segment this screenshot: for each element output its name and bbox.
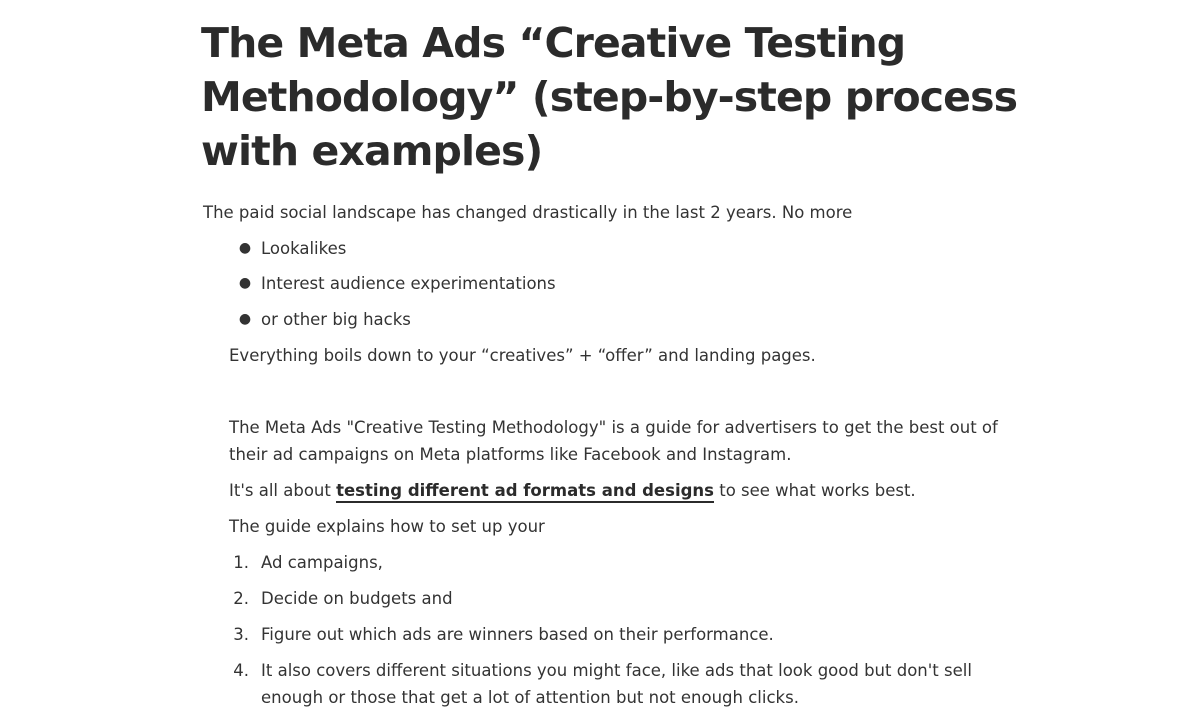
step-text-line-2: enough or those that get a lot of attention but not enough clicks. bbox=[261, 688, 799, 707]
step-number: 2. bbox=[233, 589, 249, 608]
step-text: Figure out which ads are winners based on their performance. bbox=[261, 625, 774, 644]
testing-suffix: to see what works best. bbox=[713, 481, 916, 500]
step-number: 3. bbox=[233, 625, 249, 644]
bullet-icon: ● bbox=[238, 311, 252, 327]
guide-paragraph-line-1: The Meta Ads "Creative Testing Methodology" is a guide for advertisers to get the best out of bbox=[229, 418, 998, 437]
intro-paragraph: The paid social landscape has changed drastically in the last 2 years. No more bbox=[203, 203, 853, 222]
step-text: Ad campaigns, bbox=[261, 553, 383, 572]
step-number: 4. bbox=[233, 661, 249, 680]
bullet-text: or other big hacks bbox=[261, 310, 411, 329]
bullet-text: Lookalikes bbox=[261, 239, 347, 258]
testing-paragraph bbox=[229, 477, 916, 504]
summary-paragraph: Everything boils down to your “creatives” + “offer” and landing pages. bbox=[229, 346, 816, 365]
testing-formats-link[interactable]: testing different ad formats and designs bbox=[336, 481, 714, 503]
step-text-line-1: It also covers different situations you might face, like ads that look good but don't sell bbox=[261, 661, 972, 680]
testing-prefix: It's all about bbox=[229, 481, 337, 500]
bullet-text: Interest audience experimentations bbox=[261, 274, 556, 293]
step-text: Decide on budgets and bbox=[261, 589, 453, 608]
step-number: 1. bbox=[233, 553, 249, 572]
bullet-icon: ● bbox=[238, 275, 252, 291]
guide-paragraph-line-2: their ad campaigns on Meta platforms like Facebook and Instagram. bbox=[229, 445, 792, 464]
setup-intro-paragraph: The guide explains how to set up your bbox=[229, 517, 545, 536]
page-title: The Meta Ads “Creative Testing Methodology” (step-by-step process with examples) bbox=[201, 19, 1018, 175]
bullet-icon: ● bbox=[238, 240, 252, 256]
